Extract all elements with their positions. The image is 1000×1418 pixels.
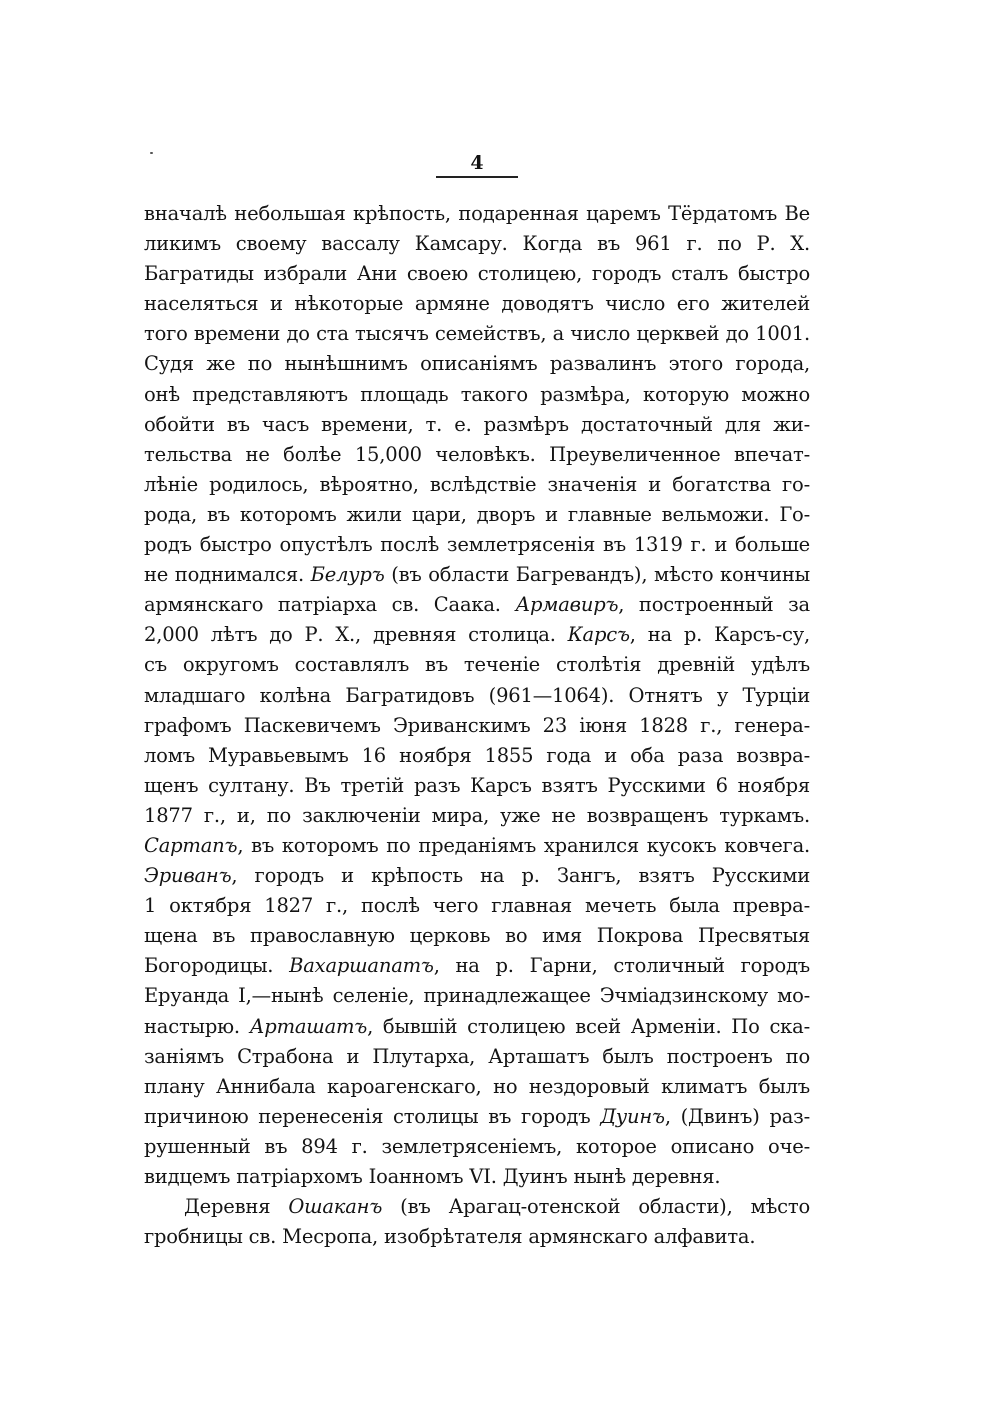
text-line: Эриванъ, городъ и крѣпость на р. Зангъ, взятъ Русскими	[144, 864, 810, 888]
place-name: Арташатъ	[249, 1014, 368, 1038]
text-line: родъ быстро опустѣлъ послѣ землетрясенія въ 1319 г. и больше	[144, 533, 810, 557]
text-line: видцемъ патріархомъ Іоанномъ VI. Дуинъ нынѣ деревня.	[144, 1165, 721, 1188]
place-name: Дуинъ	[600, 1104, 665, 1128]
text-line: не поднимался. Белуръ (въ области Багревандъ), мѣсто кончины	[144, 563, 810, 587]
text-line: армянскаго патріарха св. Саака. Армавиръ, построенный за	[144, 593, 810, 617]
text-line: вначалѣ небольшая крѣпость, подаренная царемъ Тёрдатомъ Ве	[144, 202, 810, 225]
place-name: Белуръ	[310, 563, 385, 587]
place-name: Карсъ	[567, 623, 630, 647]
text-line: 1877 г., и, по заключеніи мира, уже не возвращенъ туркамъ.	[144, 803, 810, 827]
text-line: гробницы св. Месропа, изобрѣтателя армянскаго алфавита.	[144, 1225, 756, 1249]
place-name: Вахаршапатъ	[289, 954, 434, 978]
text-line: графомъ Паскевичемъ Эриванскимъ 23 іюня 1828 г., генера-	[144, 713, 810, 737]
text-line: Деревня Ошаканъ (въ Арагац-отенской области), мѣсто	[184, 1195, 810, 1219]
text-line: рушенный въ 894 г. землетрясеніемъ, которое описано оче-	[144, 1134, 810, 1158]
text-line: того времени до ста тысячъ семействъ, а число церквей до 1001.	[144, 322, 810, 346]
place-name: Сартапъ	[144, 833, 238, 857]
page-number: 4	[436, 152, 518, 178]
text-line: обойти въ часъ времени, т. е. размѣръ достаточный для жи-	[144, 412, 810, 436]
print-speck	[150, 152, 153, 154]
text-line: причиною перенесенія столицы въ городъ Дуинъ, (Двинъ) раз-	[144, 1104, 811, 1128]
text-line: щенъ султану. Въ третій разъ Карсъ взятъ Русскими 6 ноября	[144, 773, 810, 797]
text-line: плану Аннибала кароагенскаго, но нездоровый климатъ былъ	[144, 1074, 810, 1098]
text-line: 1 октября 1827 г., послѣ чего главная мечеть была превра-	[144, 894, 810, 918]
text-line: рода, въ которомъ жили цари, дворъ и главные вельможи. Го-	[144, 502, 810, 526]
text-line: лѣніе родилось, вѣроятно, вслѣдствіе значенія и богатства го-	[144, 472, 810, 496]
text-line: населяться и нѣкоторые армяне доводятъ число его жителей	[144, 292, 810, 316]
text-line: ликимъ своему вассалу Камсару. Когда въ 961 г. по Р. Х.	[144, 232, 810, 256]
place-name: Эриванъ	[144, 864, 232, 888]
text-line: Судя же по нынѣшнимъ описаніямъ развалинъ этого города,	[144, 352, 810, 376]
text-line: настырю. Арташатъ, бывшій столицею всей Арменіи. По ска-	[144, 1014, 810, 1038]
text-line: щена въ православную церковь во имя Покрова Пресвятыя	[144, 924, 810, 948]
text-line: 2,000 лѣтъ до Р. Х., древняя столица. Карсъ, на р. Карсъ-су,	[144, 623, 810, 647]
text-line: Еруанда I,—нынѣ селеніе, принадлежащее Эчміадзинскому мо-	[144, 984, 810, 1008]
text-line: онѣ представляютъ площадь такого размѣра, которую можно	[144, 382, 810, 406]
text-line: ломъ Муравьевымъ 16 ноября 1855 года и оба раза возвра-	[144, 743, 810, 767]
text-line: тельства не болѣе 15,000 человѣкъ. Преувеличенное впечат-	[144, 442, 810, 466]
text-line: Богородицы. Вахаршапатъ, на р. Гарни, столичный городъ	[144, 954, 810, 978]
text-line: заніямъ Страбона и Плутарха, Арташатъ былъ построенъ по	[144, 1044, 810, 1068]
text-line: младшаго колѣна Багратидовъ (961—1064). Отнятъ у Турціи	[144, 683, 810, 707]
text-line: съ округомъ составлялъ въ теченіе столѣтія древній удѣлъ	[144, 653, 810, 677]
text-line: Сартапъ, въ которомъ по преданіямъ хранился кусокъ ковчега.	[144, 833, 810, 857]
body-text	[144, 199, 810, 1252]
text-line: Багратиды избрали Ани своею столицею, городъ сталъ быстро	[144, 262, 810, 286]
place-name: Ошаканъ	[288, 1195, 383, 1219]
place-name: Армавиръ	[515, 593, 619, 617]
